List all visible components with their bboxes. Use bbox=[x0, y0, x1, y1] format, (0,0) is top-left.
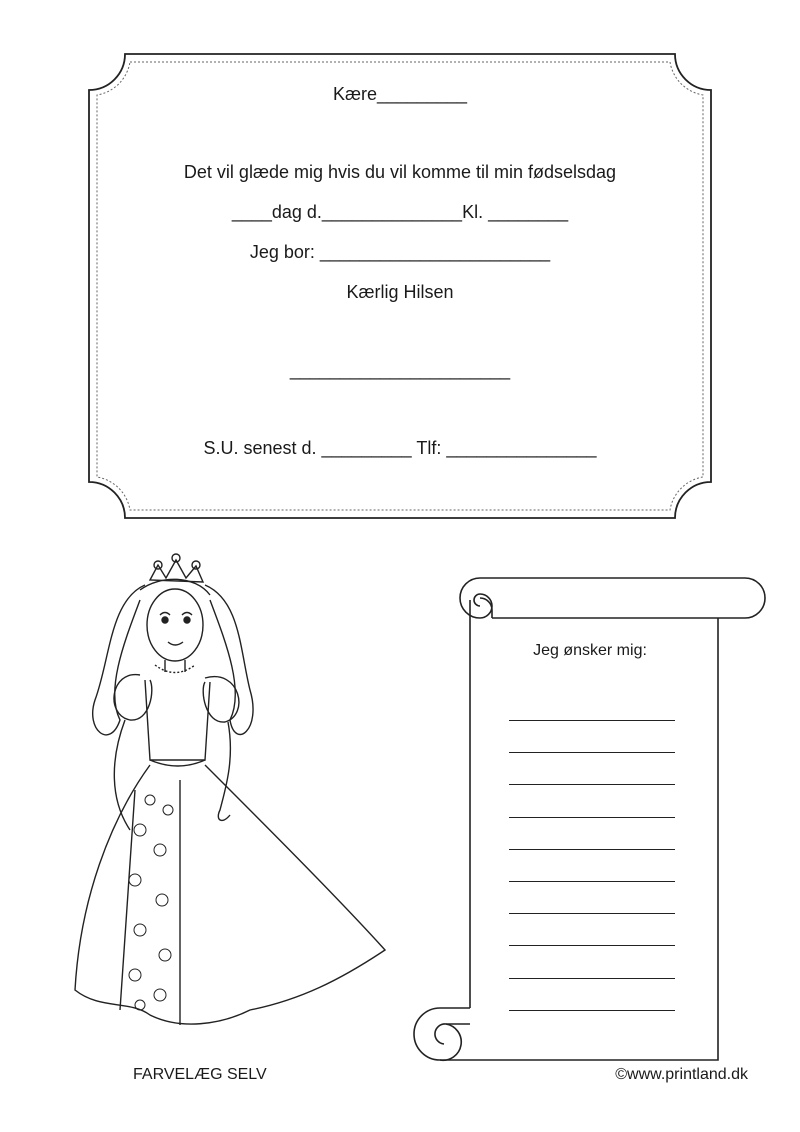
wishlist-title: Jeg ønsker mig: bbox=[533, 642, 647, 659]
wishlist-writing-line bbox=[509, 720, 675, 721]
date-time-line: ____dag d.______________Kl. ________ bbox=[231, 202, 569, 222]
closing-text: Kærlig Hilsen bbox=[346, 282, 454, 302]
rsvp-line: S.U. senest d. _________ Tlf: _______________ bbox=[203, 438, 597, 458]
footer-website: ©www.printland.dk bbox=[615, 1066, 748, 1083]
wishlist-writing-line bbox=[509, 945, 675, 946]
wishlist-writing-line bbox=[509, 978, 675, 979]
invitation-text: Det vil glæde mig hvis du vil komme til min fødselsdag bbox=[183, 162, 617, 182]
address-line: Jeg bor: _______________________ bbox=[249, 242, 551, 262]
wishlist-writing-line bbox=[509, 849, 675, 850]
princess-illustration bbox=[75, 554, 385, 1025]
footer-left-text: FARVELÆG SELV bbox=[133, 1066, 267, 1083]
wishlist-writing-line bbox=[509, 817, 675, 818]
wishlist-writing-line bbox=[509, 752, 675, 753]
wishlist-writing-line bbox=[509, 1010, 675, 1011]
greeting-line: Kære_________ bbox=[332, 84, 468, 104]
wishlist-writing-line bbox=[509, 913, 675, 914]
wishlist-writing-line bbox=[509, 784, 675, 785]
wishlist-writing-line bbox=[509, 881, 675, 882]
signature-line: ______________________ bbox=[289, 360, 511, 380]
